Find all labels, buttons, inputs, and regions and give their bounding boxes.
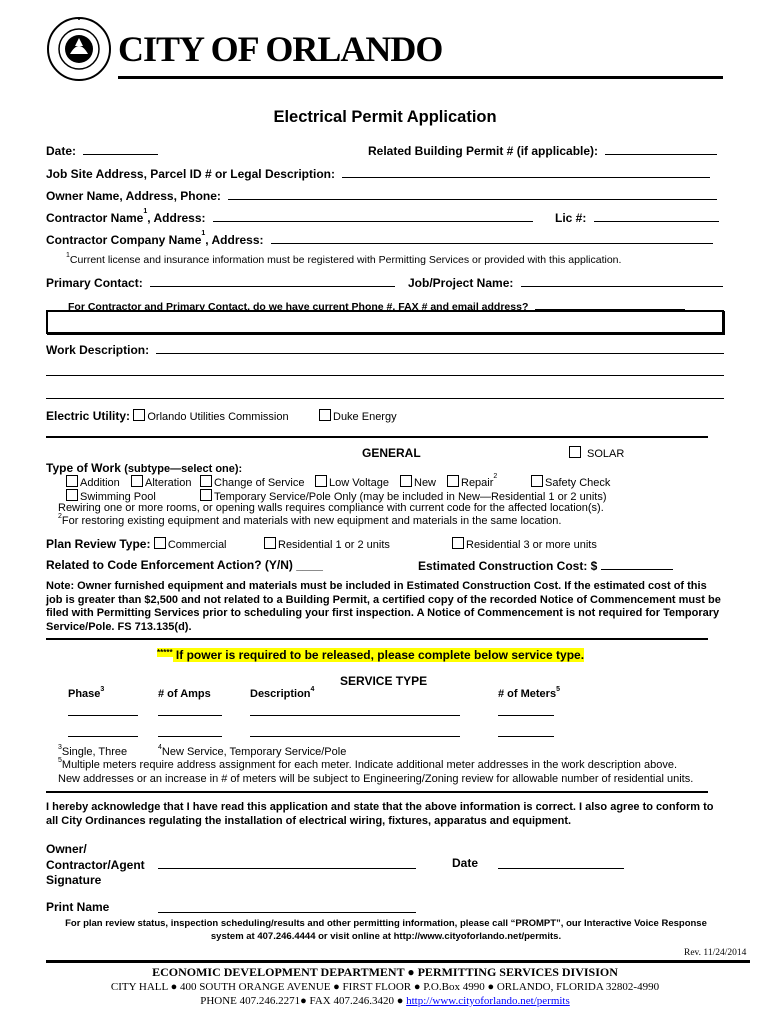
description-field-2[interactable] xyxy=(250,736,460,737)
contractor-label: Contractor Name xyxy=(46,211,144,225)
meters-field-2[interactable] xyxy=(498,736,554,737)
description-field-1[interactable] xyxy=(250,715,460,716)
residential-12-label: Residential 1 or 2 units xyxy=(278,539,390,551)
company-field[interactable] xyxy=(271,232,713,244)
footnote-4: New Service, Temporary Service/Pole xyxy=(161,746,347,758)
amps-field-2[interactable] xyxy=(158,736,222,737)
meters-footnote: 5 xyxy=(556,686,560,693)
signature-field[interactable] xyxy=(158,868,416,869)
phase-field-2[interactable] xyxy=(68,736,138,737)
project-name-row xyxy=(408,275,723,290)
footnote-5-mark: 5 xyxy=(58,757,62,764)
contact-info-input[interactable] xyxy=(46,310,724,334)
new-option xyxy=(400,475,436,489)
residential-12-checkbox[interactable] xyxy=(264,537,276,549)
city-seal xyxy=(46,16,112,82)
residential-12-option xyxy=(264,537,390,551)
service-rule xyxy=(46,638,708,640)
amps-header: # of Amps xyxy=(158,688,211,700)
power-notice xyxy=(157,648,584,662)
duke-label: Duke Energy xyxy=(333,411,397,423)
electric-utility-label: Electric Utility: xyxy=(46,409,131,423)
commercial-label: Commercial xyxy=(167,539,227,551)
header-rule xyxy=(118,76,723,79)
footnote-1: 1 xyxy=(143,208,148,215)
project-name-label: Job/Project Name: xyxy=(408,276,514,290)
rewiring-note: Rewiring one or more rooms, or opening walls requires compliance with current code for the affected location(s). xyxy=(58,502,604,514)
print-name-field[interactable] xyxy=(158,912,416,913)
addition-label: Addition xyxy=(80,477,120,489)
solar-option xyxy=(569,446,624,460)
alteration-option xyxy=(131,475,191,489)
footnote-5-row xyxy=(58,759,677,771)
residential-3-checkbox[interactable] xyxy=(452,537,464,549)
meters-header-label: # of Meters xyxy=(498,688,557,700)
signature-label-3: Signature xyxy=(46,873,102,887)
work-description-line-3[interactable] xyxy=(46,398,724,399)
restoring-note: For restoring existing equipment and materials with new equipment and materials in the same location. xyxy=(61,515,562,527)
project-name-field[interactable] xyxy=(521,275,723,287)
safety-check-label: Safety Check xyxy=(545,477,611,489)
new-checkbox[interactable] xyxy=(400,475,412,487)
license-note-row xyxy=(66,254,621,266)
work-description-row xyxy=(46,342,724,357)
general-heading: GENERAL xyxy=(362,446,421,460)
change-service-label: Change of Service xyxy=(214,477,305,489)
cost-note: Note: Owner furnished equipment and materials must be included in Estimated Construction Cost. If the estimated cost of this job is greater than $2,500 and not related to a Building Permit, a certified copy of the recorded Notice of Commencement must be filed with Permitting Services prior to scheduling your first inspection. A Notice of Commencement is not required for Temporary Service/Pole. FS 713.135(d). xyxy=(46,580,721,633)
alteration-label: Alteration xyxy=(145,477,192,489)
signature-date-field[interactable] xyxy=(498,868,624,869)
owner-field[interactable] xyxy=(228,188,717,200)
footnote-1c: 1 xyxy=(66,252,70,259)
primary-contact-field[interactable] xyxy=(150,275,395,287)
description-header xyxy=(250,688,314,700)
work-description-line-2[interactable] xyxy=(46,375,724,376)
contractor-row xyxy=(46,210,533,225)
meters-field-1[interactable] xyxy=(498,715,554,716)
temporary-service-option xyxy=(200,489,607,503)
swimming-pool-label: Swimming Pool xyxy=(80,491,156,503)
new-label: New xyxy=(414,477,437,489)
duke-checkbox[interactable] xyxy=(319,409,331,421)
low-voltage-checkbox[interactable] xyxy=(315,475,327,487)
signature-label xyxy=(46,842,145,889)
type-of-work-row xyxy=(46,461,242,475)
owner-label: Owner Name, Address, Phone: xyxy=(46,189,221,203)
repair-label: Repair xyxy=(461,477,494,489)
phase-header-label: Phase xyxy=(68,688,101,700)
swimming-pool-checkbox[interactable] xyxy=(66,489,78,501)
power-notice-text: If power is required to be released, please complete below service type. xyxy=(172,648,585,662)
print-name-label: Print Name xyxy=(46,900,110,914)
job-site-row xyxy=(46,166,710,181)
revision-date: Rev. 11/24/2014 xyxy=(684,948,747,958)
footnote-5: Multiple meters require address assignment for each meter. Indicate additional meter addresses in the work description above. xyxy=(61,759,677,771)
work-row-1 xyxy=(66,475,120,489)
footnote-3-mark: 3 xyxy=(58,744,62,751)
repair-footnote: 2 xyxy=(493,473,498,480)
low-voltage-option xyxy=(315,475,389,489)
prompt-info: For plan review status, inspection scheduling/results and other permitting information, please call “PROMPT”, our Interactive Voice Response system at 407.246.4444 or visit online at http://www.cityoforlando.net/permits. xyxy=(65,918,707,942)
footer-contact xyxy=(0,995,770,1007)
footer-url-link[interactable]: http://www.cityoforlando.net/permits xyxy=(406,995,570,1007)
city-name: CITY OF ORLANDO xyxy=(118,29,443,69)
signature-label-2: Contractor/Agent xyxy=(46,857,145,872)
code-enforcement: Related to Code Enforcement Action? (Y/N) ____ xyxy=(46,558,323,572)
company-row xyxy=(46,232,713,247)
estimated-cost-row xyxy=(418,558,673,573)
work-description-field[interactable] xyxy=(156,342,724,354)
footnote-6: New addresses or an increase in # of meters will be subject to Engineering/Zoning review for allowable number of residential units. xyxy=(58,773,694,785)
description-header-label: Description xyxy=(250,688,311,700)
lic-row xyxy=(555,210,719,225)
amps-field-1[interactable] xyxy=(158,715,222,716)
footer-phone: PHONE 407.246.2271● FAX 407.246.3420 ● xyxy=(200,995,407,1007)
footer-rule xyxy=(46,960,750,963)
service-type-heading: SERVICE TYPE xyxy=(340,674,428,688)
estimated-cost-field[interactable] xyxy=(601,558,673,570)
solar-checkbox[interactable] xyxy=(569,446,581,458)
lic-label: Lic #: xyxy=(555,211,587,225)
safety-check-option xyxy=(531,475,610,489)
form-title: Electrical Permit Application xyxy=(273,108,497,126)
change-service-option xyxy=(200,475,305,489)
lic-field[interactable] xyxy=(594,210,719,222)
footer-department: ECONOMIC DEVELOPMENT DEPARTMENT ● PERMITTING SERVICES DIVISION xyxy=(152,965,618,979)
estimated-cost-label: Estimated Construction Cost: $ xyxy=(418,559,598,573)
footnote-4-row xyxy=(158,746,346,758)
restoring-footnote: 2 xyxy=(58,513,62,520)
plan-review-row xyxy=(46,537,227,551)
alteration-checkbox[interactable] xyxy=(131,475,143,487)
acknowledge-rule xyxy=(46,791,708,793)
work-description-label: Work Description: xyxy=(46,343,150,357)
primary-contact-label: Primary Contact: xyxy=(46,276,143,290)
related-permit-field[interactable] xyxy=(605,143,717,155)
addition-checkbox[interactable] xyxy=(66,475,78,487)
safety-check-checkbox[interactable] xyxy=(531,475,543,487)
related-permit-row xyxy=(368,143,717,158)
ouc-checkbox[interactable] xyxy=(133,409,145,421)
repair-option xyxy=(447,475,497,489)
low-voltage-label: Low Voltage xyxy=(329,477,389,489)
signature-label-1: Owner/ xyxy=(46,842,87,856)
type-of-work-label: Type of Work xyxy=(46,461,121,475)
electric-utility-row xyxy=(46,409,289,423)
power-notice-stars: ***** xyxy=(157,648,173,657)
swimming-pool-option xyxy=(66,489,156,503)
job-site-label: Job Site Address, Parcel ID # or Legal Description: xyxy=(46,167,335,181)
footnote-3-row xyxy=(58,746,127,758)
acknowledge-text: I hereby acknowledge that I have read this application and state that the above information is correct. I also agree to conform to all City Ordinances regulating the installation of electrical wiring, fixtures, apparatus and equipment. xyxy=(46,801,714,827)
meters-header xyxy=(498,688,560,700)
contractor-label-suffix: , Address: xyxy=(147,211,206,225)
temporary-service-label: Temporary Service/Pole Only (may be included in New—Residential 1 or 2 units) xyxy=(214,491,607,503)
primary-contact-row xyxy=(46,275,395,290)
footer-address: CITY HALL ● 400 SOUTH ORANGE AVENUE ● FIRST FLOOR ● P.O.Box 4990 ● ORLANDO, FLORIDA 32802-4990 xyxy=(110,981,660,993)
company-label-suffix: , Address: xyxy=(205,233,264,247)
date-row xyxy=(46,143,158,158)
plan-review-label: Plan Review Type: xyxy=(46,537,151,551)
ouc-label: Orlando Utilities Commission xyxy=(147,411,289,423)
job-site-field[interactable] xyxy=(342,166,710,178)
phase-footnote: 3 xyxy=(100,686,105,693)
company-label: Contractor Company Name xyxy=(46,233,202,247)
contact-question: For Contractor and Primary Contact, do we have current Phone #, FAX # and email address? xyxy=(68,301,529,313)
phase-field-1[interactable] xyxy=(68,715,138,716)
signature-date-label: Date xyxy=(452,856,479,870)
commercial-checkbox[interactable] xyxy=(154,537,166,549)
duke-option xyxy=(319,409,397,423)
footnote-3: Single, Three xyxy=(61,746,128,758)
footnote-1b: 1 xyxy=(201,230,206,237)
date-field[interactable] xyxy=(83,143,158,155)
description-footnote: 4 xyxy=(310,686,315,693)
temporary-service-checkbox[interactable] xyxy=(200,489,212,501)
footnote-4-mark: 4 xyxy=(158,744,162,751)
restoring-note-row xyxy=(58,515,561,527)
phase-header xyxy=(68,688,104,700)
date-label: Date: xyxy=(46,144,77,158)
general-rule xyxy=(46,436,708,438)
residential-3-label: Residential 3 or more units xyxy=(466,539,597,551)
license-note: Current license and insurance information must be registered with Permitting Services or provided with this application. xyxy=(69,254,622,266)
contractor-field[interactable] xyxy=(213,210,533,222)
solar-label: SOLAR xyxy=(587,448,625,460)
residential-3-option xyxy=(452,537,597,551)
repair-checkbox[interactable] xyxy=(447,475,459,487)
change-service-checkbox[interactable] xyxy=(200,475,212,487)
owner-row xyxy=(46,188,717,203)
subtype-label: (subtype—select one): xyxy=(124,463,243,475)
related-permit-label: Related Building Permit # (if applicable): xyxy=(368,144,599,158)
contact-question-field[interactable] xyxy=(535,298,685,310)
